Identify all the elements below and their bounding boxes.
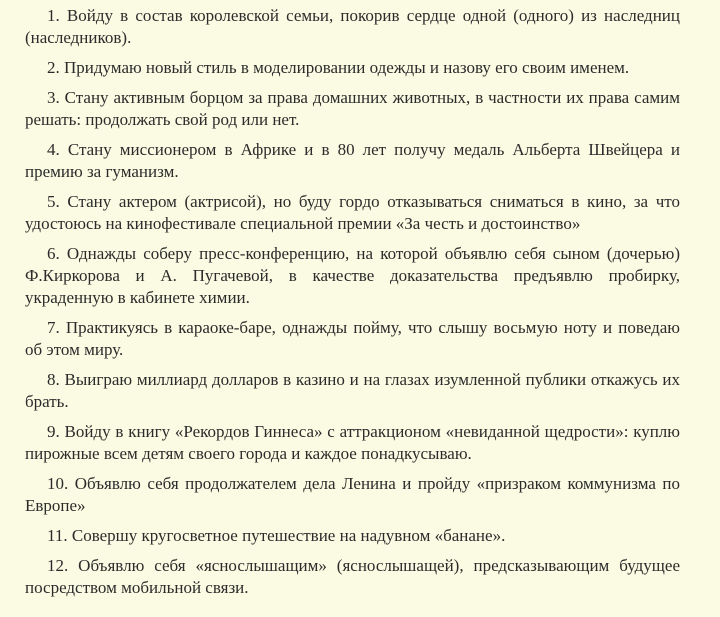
list-item-6: 6. Однажды соберу пресс-конференцию, на которой объявлю себя сыном (дочерью) Ф.Киркорова и А. Пугачевой, в качестве доказательства предъявлю пробирку, украденную в кабинете химии. [25, 244, 680, 307]
list-item-5: 5. Стану актером (актрисой), но буду гордо отказываться сниматься в кино, за что удостоюсь на кинофестивале специальной премии «За честь и достоинство» [25, 192, 680, 233]
list-item-4: 4. Стану миссионером в Африке и в 80 лет получу медаль Альберта Швейцера и премию за гуманизм. [25, 140, 680, 181]
list-item-1: 1. Войду в состав королевской семьи, покорив сердце одной (одного) из наследниц (наследников). [25, 6, 680, 47]
list-item-9: 9. Войду в книгу «Рекордов Гиннеса» с аттракционом «невиданной щедрости»: куплю пирожные всем детям своего города и каждое понадкусываю. [25, 422, 680, 463]
list-item-3: 3. Стану активным борцом за права домашних животных, в частности их права самим решать: продолжать свой род или нет. [25, 88, 680, 129]
list-item-2: 2. Придумаю новый стиль в моделировании одежды и назову его своим именем. [47, 58, 630, 77]
list-item-10: 10. Объявлю себя продолжателем дела Ленина и пройду «призраком коммунизма по Европе» [25, 474, 680, 515]
list-item-7: 7. Практикуясь в караоке-баре, однажды пойму, что слышу восьмую ноту и поведаю об этом миру. [25, 318, 680, 359]
list-item-12: 12. Объявлю себя «яснослышащим» (яснослышащей), предсказывающим будущее посредством мобильной связи. [25, 556, 680, 597]
list-item-11: 11. Совершу кругосветное путешествие на надувном «банане». [47, 526, 506, 545]
list-item-8: 8. Выиграю миллиард долларов в казино и на глазах изумленной публики откажусь их брать. [25, 370, 680, 411]
